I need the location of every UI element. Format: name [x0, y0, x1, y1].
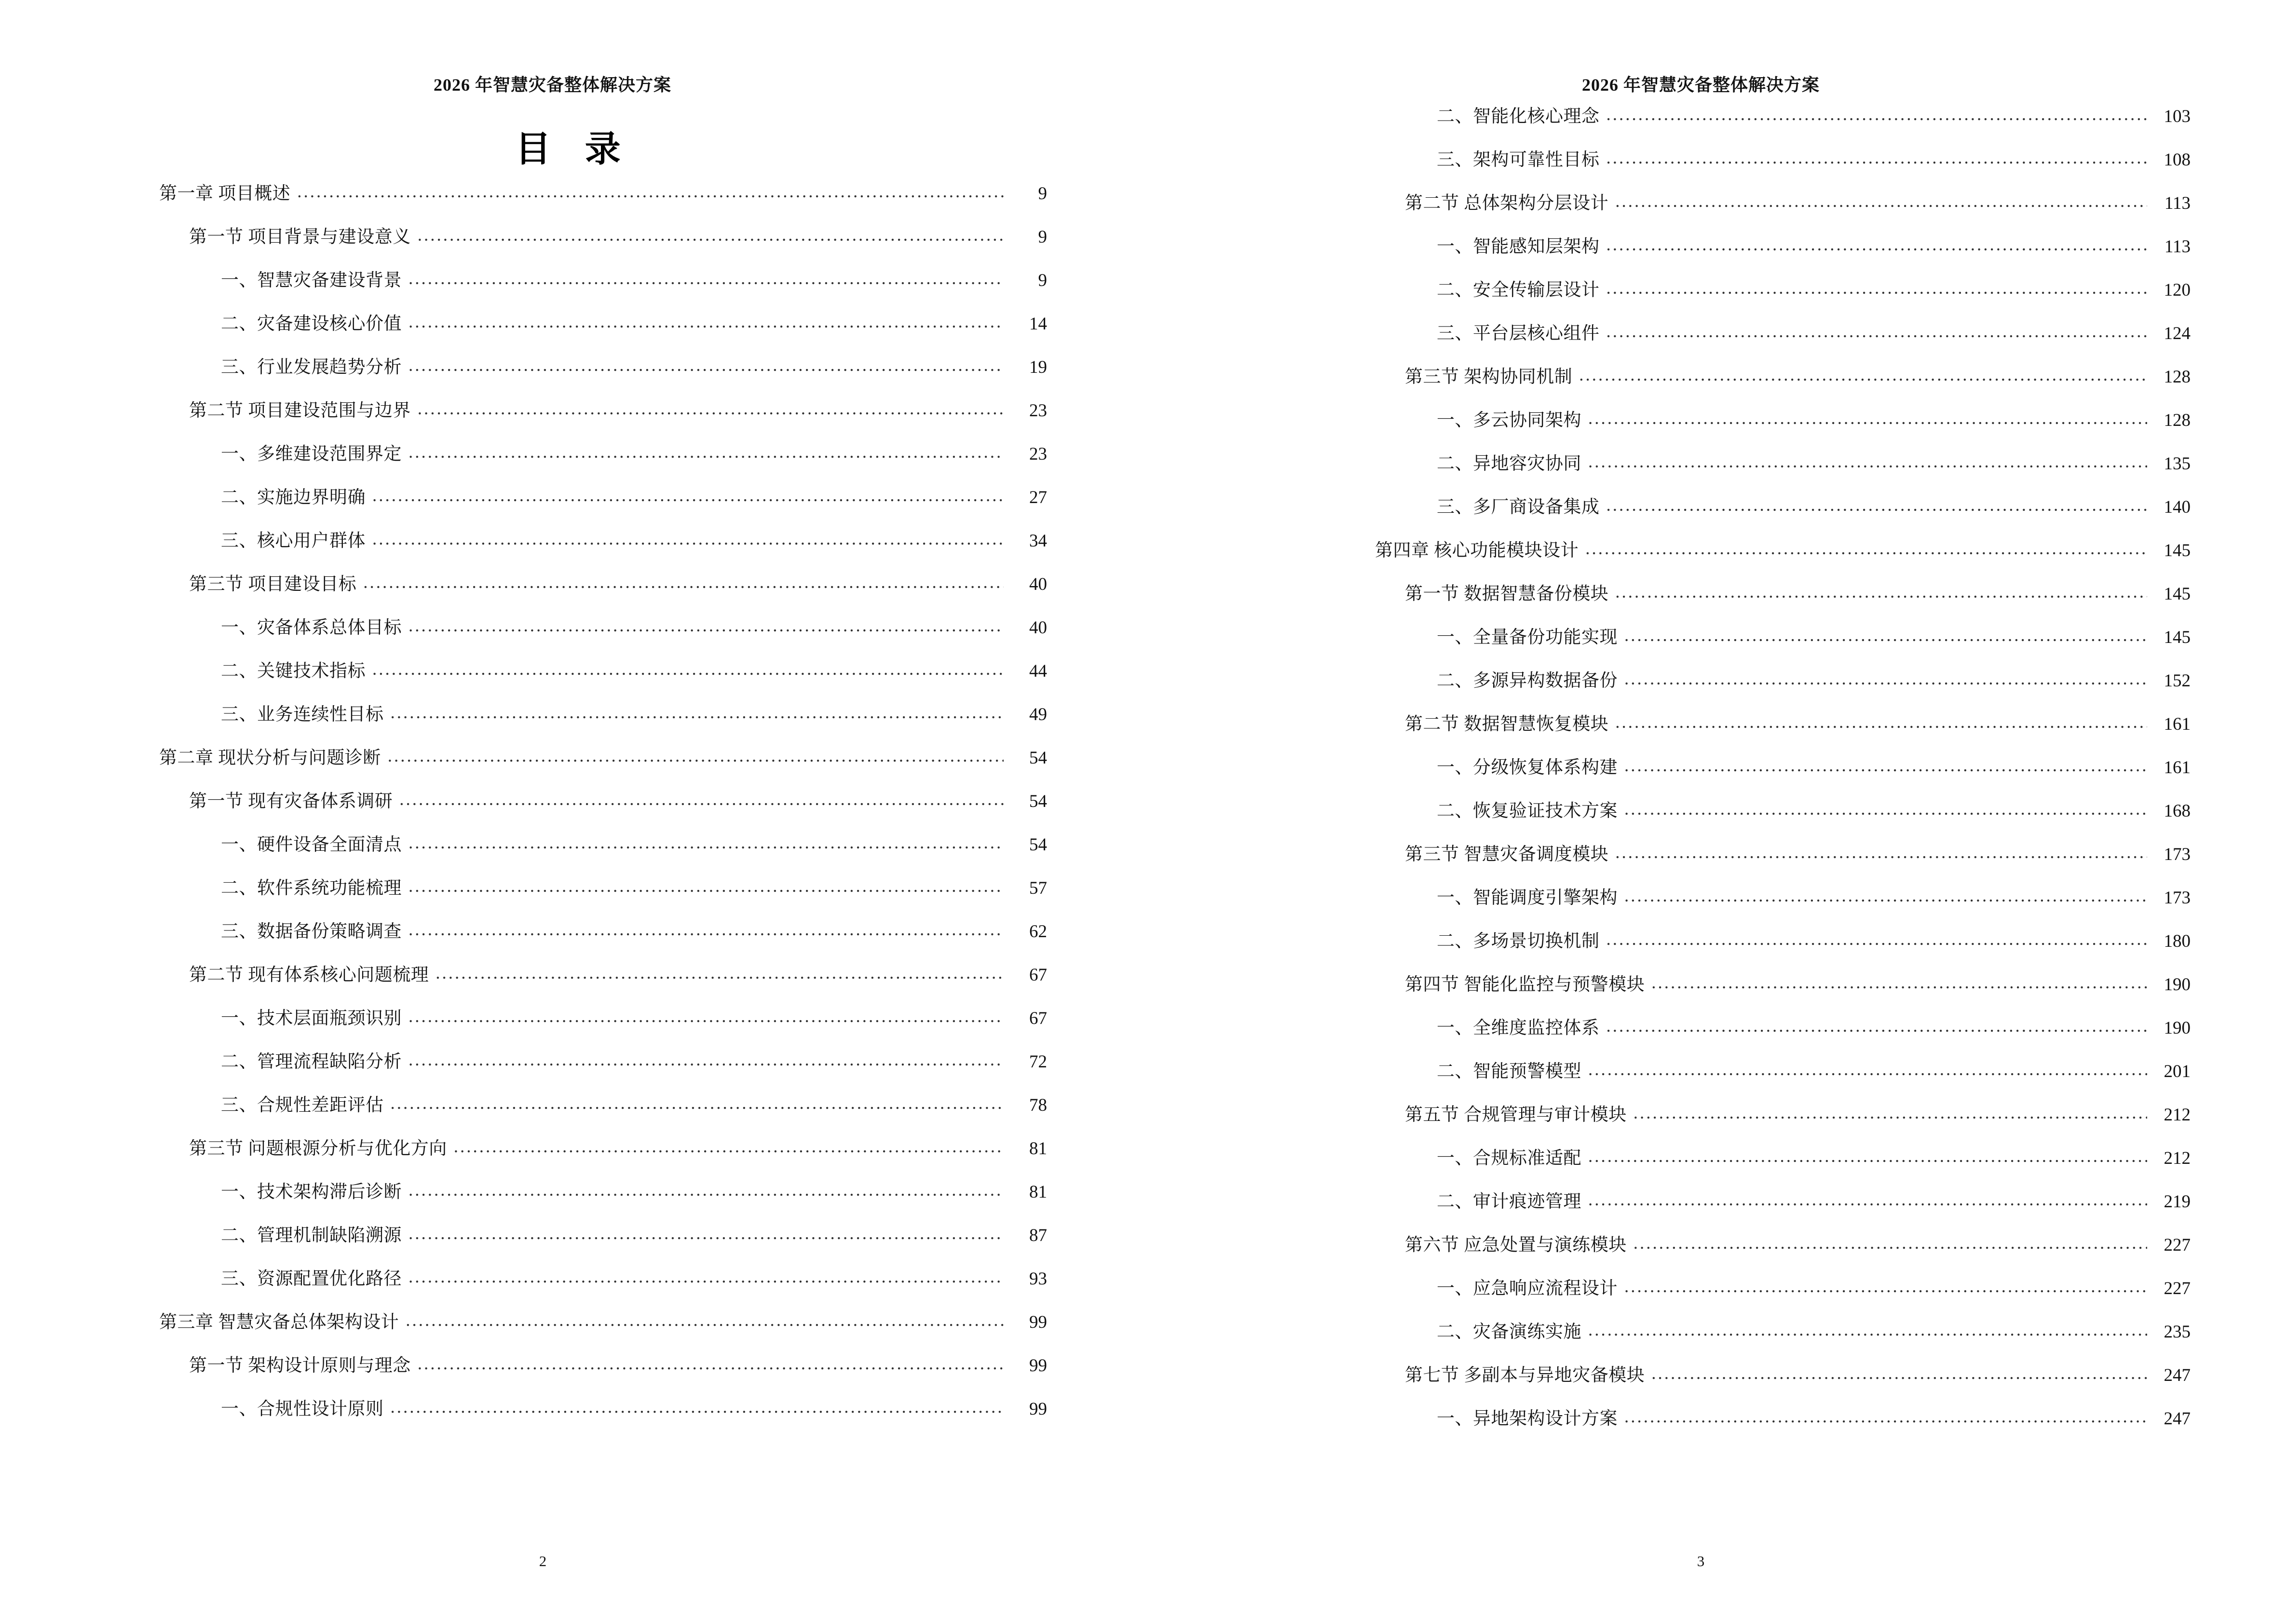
toc-entry-page: 14 — [1029, 314, 1047, 334]
toc-entry-page: 247 — [2164, 1409, 2191, 1429]
toc-entry-label: 一、多维建设范围界定 — [221, 444, 402, 464]
toc-entry-page: 161 — [2164, 714, 2191, 734]
toc-entry-label: 第一节 项目背景与建设意义 — [189, 227, 411, 247]
toc-leader-dots — [436, 963, 1004, 981]
toc-entry-page: 113 — [2164, 193, 2191, 213]
toc-list-right — [1375, 101, 2191, 1447]
toc-entry[interactable] — [159, 1177, 1047, 1220]
toc-entry[interactable] — [1375, 579, 2191, 622]
toc-entry-label: 第二章 现状分析与问题诊断 — [159, 748, 381, 768]
toc-leader-dots — [418, 1353, 1004, 1371]
toc-entry-page: 227 — [2164, 1235, 2191, 1255]
toc-leader-dots — [408, 1223, 1004, 1241]
toc-entry[interactable] — [1375, 362, 2191, 405]
toc-entry-page: 161 — [2164, 758, 2191, 778]
toc-entry-page: 135 — [2164, 454, 2191, 474]
toc-entry[interactable] — [1375, 1056, 2191, 1100]
toc-entry-page: 40 — [1029, 574, 1047, 594]
toc-leader-dots — [1634, 1103, 2147, 1120]
toc-entry-page: 99 — [1029, 1399, 1047, 1419]
toc-leader-dots — [408, 1050, 1004, 1067]
toc-entry-label: 一、技术层面瓶颈识别 — [221, 1009, 402, 1028]
toc-entry-page: 173 — [2164, 845, 2191, 864]
toc-leader-dots — [1651, 1363, 2147, 1381]
toc-entry[interactable] — [1375, 1013, 2191, 1056]
toc-entry-page: 247 — [2164, 1365, 2191, 1385]
toc-leader-dots — [297, 181, 1004, 199]
toc-leader-dots — [388, 746, 1004, 764]
toc-leader-dots — [1588, 1059, 2147, 1077]
toc-entry[interactable] — [159, 1351, 1047, 1394]
toc-entry-page: 145 — [2164, 628, 2191, 647]
toc-entry-page: 235 — [2164, 1322, 2191, 1342]
toc-entry[interactable] — [1375, 709, 2191, 752]
toc-entry-label: 一、全量备份功能实现 — [1437, 628, 1618, 647]
toc-entry-label: 三、架构可靠性目标 — [1437, 150, 1600, 170]
toc-leader-dots — [408, 832, 1004, 850]
toc-entry-label: 一、异地架构设计方案 — [1437, 1409, 1618, 1429]
toc-entry[interactable] — [1375, 926, 2191, 969]
toc-entry-page: 190 — [2164, 1018, 2191, 1038]
toc-entry-label: 一、硬件设备全面清点 — [221, 835, 402, 855]
toc-entry-page: 99 — [1029, 1356, 1047, 1376]
toc-entry-label: 二、审计痕迹管理 — [1437, 1192, 1581, 1212]
toc-entry[interactable] — [159, 1220, 1047, 1264]
toc-leader-dots — [391, 702, 1004, 720]
toc-entry-label: 二、多场景切换机制 — [1437, 931, 1600, 951]
toc-entry[interactable] — [1375, 839, 2191, 883]
toc-entry[interactable] — [159, 482, 1047, 526]
toc-leader-dots — [1606, 929, 2148, 947]
toc-entry-page: 27 — [1029, 488, 1047, 507]
toc-entry-label: 二、智能化核心理念 — [1437, 107, 1600, 126]
toc-entry-page: 190 — [2164, 975, 2191, 995]
toc-entry[interactable] — [159, 916, 1047, 960]
toc-entry[interactable] — [1375, 449, 2191, 492]
toc-leader-dots — [1615, 842, 2147, 860]
toc-entry[interactable] — [1375, 492, 2191, 535]
toc-leader-dots — [372, 659, 1004, 677]
toc-entry[interactable] — [159, 743, 1047, 786]
toc-entry[interactable] — [159, 1394, 1047, 1437]
toc-entry-page: 57 — [1029, 878, 1047, 898]
toc-entry-page: 9 — [1038, 271, 1047, 290]
toc-leader-dots — [454, 1136, 1004, 1154]
toc-entry[interactable] — [159, 830, 1047, 873]
toc-entry-page: 49 — [1029, 705, 1047, 724]
toc-entry[interactable] — [159, 786, 1047, 830]
toc-leader-dots — [1588, 1189, 2147, 1207]
toc-entry-page: 19 — [1029, 357, 1047, 377]
toc-entry-label: 一、智能感知层架构 — [1437, 237, 1600, 257]
toc-leader-dots — [408, 1180, 1004, 1198]
toc-entry-page: 81 — [1029, 1182, 1047, 1202]
toc-entry-page: 145 — [2164, 584, 2191, 604]
toc-entry-label: 三、核心用户群体 — [221, 531, 366, 551]
toc-entry-label: 第一节 现有灾备体系调研 — [189, 792, 393, 811]
toc-entry-label: 二、智能预警模型 — [1437, 1062, 1581, 1081]
toc-leader-dots — [372, 529, 1004, 546]
toc-entry-label: 第一节 数据智慧备份模块 — [1405, 584, 1609, 604]
toc-entry-page: 34 — [1029, 531, 1047, 551]
toc-entry-page: 54 — [1029, 835, 1047, 855]
toc-entry-page: 23 — [1029, 444, 1047, 464]
toc-leader-dots — [1624, 669, 2147, 686]
toc-entry[interactable] — [159, 526, 1047, 569]
toc-entry[interactable] — [159, 352, 1047, 396]
toc-leader-dots — [1615, 582, 2147, 600]
toc-entry-label: 二、关键技术指标 — [221, 661, 366, 681]
toc-leader-dots — [408, 268, 1004, 286]
toc-leader-dots — [418, 398, 1004, 416]
toc-entry[interactable] — [1375, 1317, 2191, 1360]
toc-entry-label: 三、多厂商设备集成 — [1437, 497, 1600, 517]
toc-entry-label: 第二节 现有体系核心问题梳理 — [189, 965, 429, 985]
toc-entry[interactable] — [159, 613, 1047, 656]
toc-entry[interactable] — [159, 699, 1047, 743]
toc-entry[interactable] — [159, 396, 1047, 439]
toc-entry-page: 108 — [2164, 150, 2191, 170]
toc-leader-dots — [399, 789, 1004, 807]
toc-entry-page: 23 — [1029, 401, 1047, 421]
toc-leader-dots — [1624, 886, 2147, 903]
toc-entry-label: 第六节 应急处置与演练模块 — [1405, 1235, 1627, 1255]
toc-entry-label: 第二节 项目建设范围与边界 — [189, 401, 411, 421]
toc-entry-page: 99 — [1029, 1312, 1047, 1332]
toc-entry-label: 三、资源配置优化路径 — [221, 1269, 402, 1289]
toc-entry-label: 一、智慧灾备建设背景 — [221, 271, 402, 290]
toc-leader-dots — [408, 919, 1004, 937]
toc-entry[interactable] — [1375, 101, 2191, 145]
toc-leader-dots — [1624, 799, 2147, 817]
toc-entry-page: 62 — [1029, 922, 1047, 942]
toc-entry-label: 第三章 智慧灾备总体架构设计 — [159, 1312, 399, 1332]
toc-entry-label: 第四章 核心功能模块设计 — [1375, 541, 1579, 560]
page-right — [1144, 0, 2287, 1624]
toc-entry-label: 一、技术架构滞后诊断 — [221, 1182, 402, 1202]
toc-leader-dots — [1624, 625, 2147, 643]
toc-leader-dots — [408, 312, 1004, 329]
toc-entry-page: 168 — [2164, 801, 2191, 821]
toc-entry-label: 第二节 数据智慧恢复模块 — [1405, 714, 1609, 734]
toc-leader-dots — [1588, 451, 2147, 469]
toc-entry-label: 一、应急响应流程设计 — [1437, 1279, 1618, 1298]
toc-entry[interactable] — [159, 1090, 1047, 1133]
toc-entry[interactable] — [159, 439, 1047, 482]
toc-entry-label: 第四节 智能化监控与预警模块 — [1405, 975, 1645, 995]
toc-entry-label: 二、管理流程缺陷分析 — [221, 1052, 402, 1072]
toc-entry[interactable] — [1375, 883, 2191, 926]
toc-entry[interactable] — [1375, 318, 2191, 362]
toc-entry[interactable] — [1375, 232, 2191, 275]
toc-leader-dots — [1615, 191, 2147, 209]
toc-entry[interactable] — [1375, 145, 2191, 188]
toc-entry-page: 173 — [2164, 888, 2191, 908]
toc-entry-page: 124 — [2164, 324, 2191, 343]
toc-entry[interactable] — [159, 1133, 1047, 1177]
toc-entry[interactable] — [1375, 275, 2191, 318]
toc-entry[interactable] — [1375, 1230, 2191, 1273]
toc-leader-dots — [1634, 1233, 2147, 1251]
toc-entry-page: 152 — [2164, 671, 2191, 691]
toc-entry-label: 第三节 架构协同机制 — [1405, 367, 1573, 387]
toc-entry-page: 40 — [1029, 618, 1047, 638]
toc-entry-label: 二、恢复验证技术方案 — [1437, 801, 1618, 821]
toc-entry-label: 二、软件系统功能梳理 — [221, 878, 402, 898]
toc-leader-dots — [408, 355, 1004, 373]
toc-entry-label: 一、全维度监控体系 — [1437, 1018, 1600, 1038]
toc-entry[interactable] — [1375, 1273, 2191, 1317]
toc-leader-dots — [1651, 972, 2147, 990]
page-number-left: 2 — [539, 1553, 547, 1569]
toc-entry[interactable] — [1375, 1100, 2191, 1143]
toc-leader-dots — [1588, 408, 2147, 426]
toc-entry-page: 120 — [2164, 280, 2191, 300]
toc-entry-page: 54 — [1029, 748, 1047, 768]
toc-leader-dots — [408, 442, 1004, 460]
toc-leader-dots — [1606, 148, 2148, 165]
toc-entry[interactable] — [159, 309, 1047, 352]
toc-entry[interactable] — [1375, 188, 2191, 232]
toc-entry-label: 一、多云协同架构 — [1437, 410, 1581, 430]
toc-entry[interactable] — [1375, 796, 2191, 839]
toc-leader-dots — [1606, 104, 2148, 122]
toc-entry[interactable] — [159, 178, 1047, 222]
toc-entry-label: 一、智能调度引擎架构 — [1437, 888, 1618, 908]
toc-entry-page: 9 — [1038, 227, 1047, 247]
toc-entry[interactable] — [1375, 1187, 2191, 1230]
toc-entry[interactable] — [159, 873, 1047, 916]
toc-entry-label: 第七节 多副本与异地灾备模块 — [1405, 1365, 1645, 1385]
toc-entry[interactable] — [159, 1047, 1047, 1090]
toc-entry[interactable] — [159, 1264, 1047, 1307]
toc-entry-label: 三、行业发展趋势分析 — [221, 357, 402, 377]
toc-entry-label: 二、多源异构数据备份 — [1437, 671, 1618, 691]
toc-entry-page: 103 — [2164, 107, 2191, 126]
toc-leader-dots — [1606, 321, 2148, 339]
running-head-left: 2026 年智慧灾备整体解决方案 — [433, 75, 671, 95]
toc-entry-label: 二、安全传输层设计 — [1437, 280, 1600, 300]
toc-entry[interactable] — [159, 656, 1047, 699]
toc-leader-dots — [1606, 1016, 2148, 1034]
toc-leader-dots — [1624, 755, 2147, 773]
toc-leader-dots — [1585, 538, 2147, 556]
toc-entry[interactable] — [1375, 1404, 2191, 1447]
toc-entry[interactable] — [1375, 969, 2191, 1013]
toc-leader-dots — [1615, 712, 2147, 730]
toc-entry[interactable] — [159, 265, 1047, 309]
toc-entry-label: 三、数据备份策略调查 — [221, 922, 402, 942]
toc-entry[interactable] — [159, 960, 1047, 1003]
toc-entry-label: 二、实施边界明确 — [221, 488, 366, 507]
toc-entry-page: 113 — [2164, 237, 2191, 257]
toc-entry-label: 一、分级恢复体系构建 — [1437, 758, 1618, 778]
toc-entry-label: 三、合规性差距评估 — [221, 1095, 384, 1115]
toc-entry-page: 54 — [1029, 792, 1047, 811]
toc-entry[interactable] — [1375, 622, 2191, 666]
toc-entry-page: 219 — [2164, 1192, 2191, 1212]
toc-entry-page: 44 — [1029, 661, 1047, 681]
toc-leader-dots — [1624, 1276, 2147, 1294]
toc-entry[interactable] — [159, 569, 1047, 613]
toc-entry[interactable] — [1375, 1360, 2191, 1404]
toc-entry-page: 128 — [2164, 367, 2191, 387]
toc-leader-dots — [391, 1397, 1004, 1415]
toc-entry-page: 81 — [1029, 1139, 1047, 1159]
toc-entry[interactable] — [159, 1003, 1047, 1047]
toc-entry[interactable] — [159, 1307, 1047, 1351]
toc-leader-dots — [363, 572, 1004, 590]
toc-entry-page: 227 — [2164, 1279, 2191, 1298]
toc-entry-label: 第一章 项目概述 — [159, 184, 291, 204]
toc-leader-dots — [1606, 495, 2148, 513]
toc-entry-page: 212 — [2164, 1148, 2191, 1168]
toc-leader-dots — [408, 876, 1004, 894]
toc-entry-label: 三、业务连续性目标 — [221, 705, 384, 724]
toc-entry-label: 三、平台层核心组件 — [1437, 324, 1600, 343]
toc-entry-page: 212 — [2164, 1105, 2191, 1125]
toc-entry[interactable] — [1375, 752, 2191, 796]
toc-leader-dots — [372, 485, 1004, 503]
toc-list-left — [159, 178, 1047, 1437]
toc-leader-dots — [1579, 365, 2147, 382]
toc-entry[interactable] — [1375, 1143, 2191, 1187]
toc-leader-dots — [1606, 234, 2148, 252]
toc-entry-label: 第二节 总体架构分层设计 — [1405, 193, 1609, 213]
page-title: 目 录 — [515, 130, 633, 169]
toc-entry-label: 一、灾备体系总体目标 — [221, 618, 402, 638]
toc-entry-page: 145 — [2164, 541, 2191, 560]
toc-entry-label: 一、合规性设计原则 — [221, 1399, 384, 1419]
toc-entry-label: 二、异地容灾协同 — [1437, 454, 1581, 474]
toc-entry[interactable] — [159, 222, 1047, 265]
toc-entry-label: 第一节 架构设计原则与理念 — [189, 1356, 411, 1376]
toc-entry-label: 二、灾备演练实施 — [1437, 1322, 1581, 1342]
toc-leader-dots — [1588, 1146, 2147, 1164]
toc-entry-page: 78 — [1029, 1095, 1047, 1115]
toc-entry-page: 67 — [1029, 1009, 1047, 1028]
toc-entry-label: 一、合规标准适配 — [1437, 1148, 1581, 1168]
toc-entry-page: 67 — [1029, 965, 1047, 985]
page-number-right: 3 — [1697, 1553, 1705, 1569]
toc-leader-dots — [1606, 278, 2148, 296]
toc-leader-dots — [391, 1093, 1004, 1111]
toc-entry[interactable] — [1375, 535, 2191, 579]
toc-entry-label: 二、管理机制缺陷溯源 — [221, 1226, 402, 1245]
toc-entry-page: 72 — [1029, 1052, 1047, 1072]
toc-leader-dots — [408, 1267, 1004, 1284]
toc-entry-label: 第五节 合规管理与审计模块 — [1405, 1105, 1627, 1125]
toc-leader-dots — [1624, 1406, 2147, 1424]
toc-entry-label: 第三节 项目建设目标 — [189, 574, 357, 594]
toc-leader-dots — [1588, 1320, 2147, 1337]
toc-entry-page: 180 — [2164, 931, 2191, 951]
toc-entry-page: 87 — [1029, 1226, 1047, 1245]
toc-leader-dots — [408, 615, 1004, 633]
toc-entry-page: 201 — [2164, 1062, 2191, 1081]
toc-leader-dots — [418, 225, 1004, 243]
toc-entry-label: 二、灾备建设核心价值 — [221, 314, 402, 334]
toc-entry-page: 9 — [1038, 184, 1047, 204]
toc-entry-page: 140 — [2164, 497, 2191, 517]
toc-entry[interactable] — [1375, 666, 2191, 709]
toc-leader-dots — [408, 1006, 1004, 1024]
toc-entry-label: 第三节 智慧灾备调度模块 — [1405, 845, 1609, 864]
toc-leader-dots — [406, 1310, 1004, 1328]
toc-entry-page: 93 — [1029, 1269, 1047, 1289]
toc-entry-page: 128 — [2164, 410, 2191, 430]
running-head-right: 2026 年智慧灾备整体解决方案 — [1581, 75, 1820, 95]
toc-entry[interactable] — [1375, 405, 2191, 449]
toc-entry-label: 第三节 问题根源分析与优化方向 — [189, 1139, 447, 1159]
